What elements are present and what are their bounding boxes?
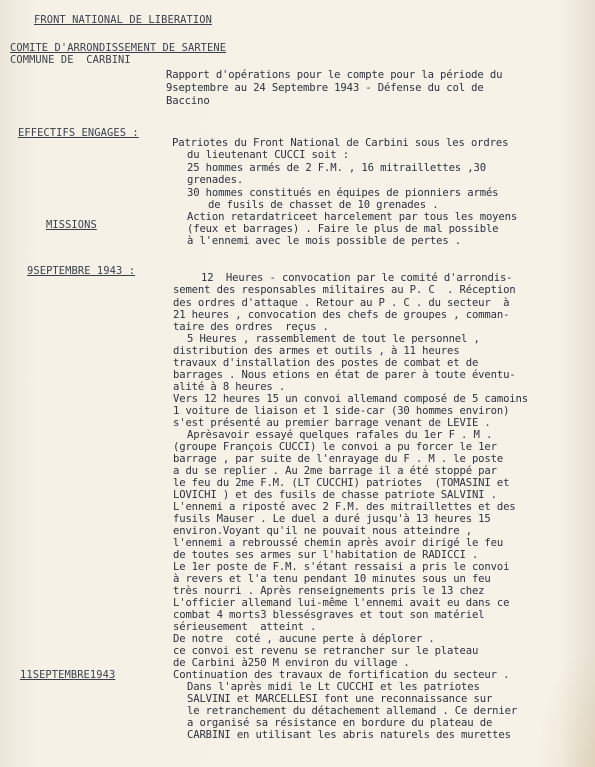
narrative-line: Vers 12 heures 15 un convoi allemand composé de 5 camoins [173, 393, 528, 405]
narrative-line: ce convoi est revenu se retrancher sur le plateau [173, 645, 479, 657]
effectifs-line: de fusils de chasset de 10 grenades . [208, 199, 439, 211]
narrative-line: distribution des armes et outils , à 11 heures [173, 345, 460, 357]
narrative-line: s'est présenté au premier barrage venant de LEVIE . [173, 417, 491, 429]
date-label-11sept: 11SEPTEMBRE1943 [20, 669, 116, 681]
narrative-line: LOVICHI ) et des fusils de chasse patriote SALVINI . [173, 489, 497, 501]
effectifs-line: grenades. [187, 174, 244, 186]
report-title-line: 9septembre au 24 Septembre 1943 - Défense du col de [166, 82, 484, 94]
narrative-line: a organisé sa résistance en bordure du plateau de [187, 717, 493, 729]
narrative-line: à revers et l'a tenu pendant 10 minutes sous un feu [173, 573, 491, 585]
effectifs-line: 30 hommes constitués en équipes de pionniers armés [187, 187, 499, 199]
narrative-line: CARBINI en utilisant les abris naturels des murettes [187, 729, 511, 741]
org-title: FRONT NATIONAL DE LIBERATION [34, 14, 212, 26]
narrative-line: L'ennemi a riposté avec 2 F.M. des mitraillettes et des [173, 501, 516, 513]
missions-line: Action retardatriceet harcelement par tous les moyens [187, 211, 518, 223]
narrative-line: sérieusement atteint . [173, 621, 317, 633]
narrative-line: Le 1er poste de F.M. s'étant ressaisi a pris le convoi [173, 561, 510, 573]
effectifs-line: Patriotes du Front National de Carbini sous les ordres [172, 137, 509, 149]
narrative-line: environ.Voyant qu'il ne pouvait nous atteindre , [173, 525, 472, 537]
narrative-line: (groupe François CUCCI) le convoi a pu forcer le 1er [173, 441, 497, 453]
narrative-line: le feu du 2me F.M. (LT CUCCHI) patriotes (TOMASINI et [173, 477, 510, 489]
narrative-line: travaux d'installation des postes de combat et de [173, 357, 479, 369]
commune-title: COMMUNE DE CARBINI [10, 54, 131, 66]
report-title-line: Baccino [166, 95, 210, 107]
report-title-line: Rapport d'opérations pour le compte pour la période du [166, 69, 503, 81]
narrative-line: barrage , par suite de l'enrayage du F . M . le poste [173, 453, 504, 465]
narrative-line: 21 heures , convocation des chefs de groupes , comman- [173, 309, 510, 321]
effectifs-line: du lieutenant CUCCI soit : [187, 149, 349, 161]
narrative-line: barrages . Nous etions en état de parer à toute éventu- [173, 369, 516, 381]
committee-title: COMITE D'ARRONDISSEMENT DE SARTENE [10, 42, 227, 54]
narrative-line: combat 4 morts3 blessésgraves et tout son matériel [173, 609, 485, 621]
narrative-line: Continuation des travaux de fortification du secteur . [173, 669, 510, 681]
effectifs-line: 25 hommes armés de 2 F.M. , 16 mitraillettes ,30 [187, 162, 486, 174]
narrative-line: taire des ordres reçus . [173, 321, 329, 333]
narrative-line: l'ennemi a rebroussé chemin après avoir dirigé le feu [173, 537, 504, 549]
missions-line: (feux et barrages) . Faire le plus de mal possible [187, 223, 499, 235]
missions-line: à l'ennemi avec le mois possible de pertes . [187, 235, 462, 247]
narrative-line: fusils Mauser . Le duel a duré jusqu'à 13 heures 15 [173, 513, 491, 525]
narrative-line: L'officier allemand lui-même l'ennemi avait eu dans ce [173, 597, 510, 609]
narrative-line: très nourri . Après renseignements pris le 13 chez [173, 585, 485, 597]
narrative-line: Aprèsavoir essayé quelques rafales du 1er F . M . [187, 429, 493, 441]
missions-label: MISSIONS [46, 219, 97, 231]
date-label-9sept: 9SEPTEMBRE 1943 : [27, 265, 136, 277]
narrative-line: des ordres d'attaque . Retour au P . C . du secteur à [173, 297, 510, 309]
narrative-line: a du se replier . Au 2me barrage il a été stoppé par [173, 465, 497, 477]
narrative-line: SALVINI et MARCELLESI font une reconnaissance sur [187, 693, 493, 705]
narrative-line: De notre coté , aucune perte à déplorer . [173, 633, 435, 645]
narrative-line: de toutes ses armes sur l'habitation de RADICCI . [173, 549, 479, 561]
narrative-line: sement des responsables militaires au P. C . Réception [173, 284, 516, 296]
narrative-line: alité à 8 heures . [173, 381, 286, 393]
narrative-line: Dans l'après midi le Lt CUCCHI et les patriotes [187, 681, 480, 693]
narrative-line: 12 Heures - convocation par le comité d'arrondis- [201, 272, 513, 284]
narrative-line: 5 Heures , rassemblement de tout le personnel , [187, 333, 480, 345]
effectifs-label: EFFECTIFS ENGAGES : [18, 127, 139, 139]
paper-stain [535, 647, 595, 767]
narrative-line: le retranchement du détachement allemand . Ce dernier [187, 705, 518, 717]
narrative-line: 1 voiture de liaison et 1 side-car (30 hommes environ) [173, 405, 510, 417]
narrative-line: de Carbini à250 M environ du village . [173, 657, 410, 669]
